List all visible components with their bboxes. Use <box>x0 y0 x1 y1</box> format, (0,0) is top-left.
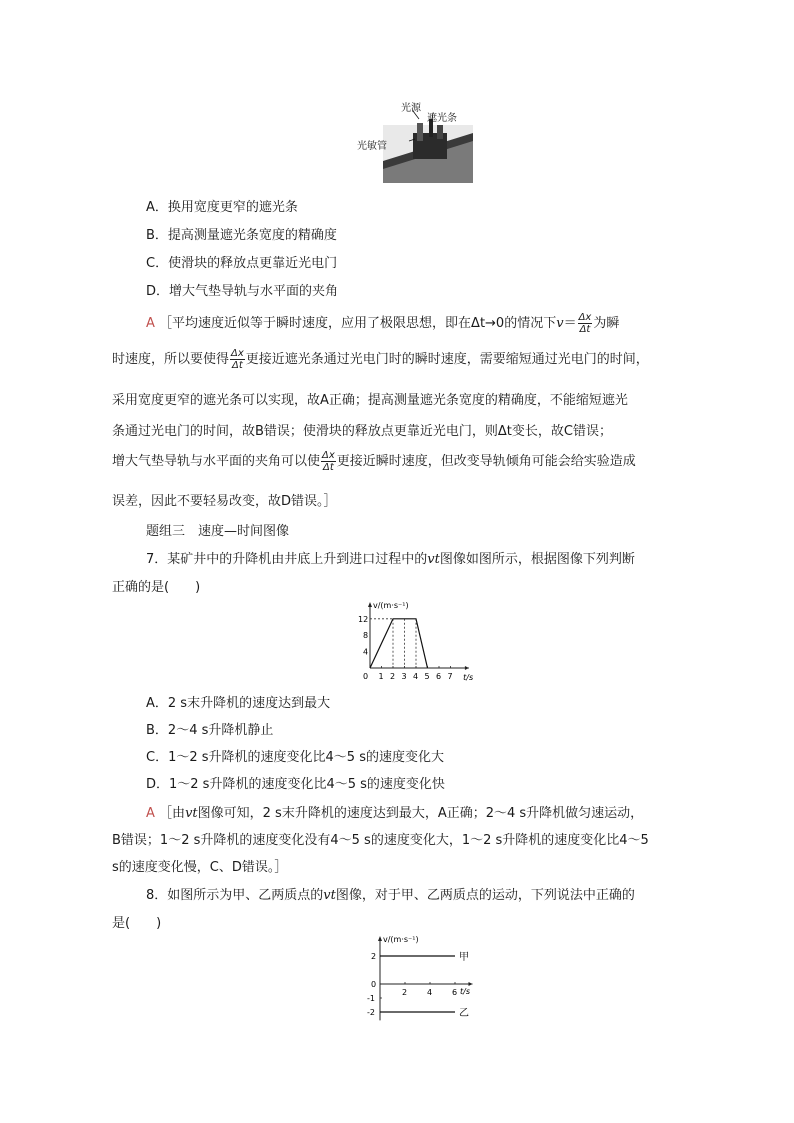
x-tick-label: 7 <box>447 672 453 681</box>
q6-explanation-line-6: 误差，因此不要轻易改变，故D错误。］ <box>112 494 337 509</box>
x-axis-label: t/s <box>460 987 470 996</box>
y-tick-label: 12 <box>358 614 369 624</box>
q7-vt-chart <box>352 598 482 682</box>
q6-option-b: B．提高测量遮光条宽度的精确度 <box>146 228 337 243</box>
q6-explanation-line-1 <box>146 312 619 335</box>
q7-stem-line-2: 正确的是( ) <box>112 580 201 595</box>
x-tick-label: 6 <box>452 988 458 997</box>
q6-explanation-line-3: 采用宽度更窄的遮光条可以实现，故A正确；提高测量遮光条宽度的精确度，不能缩短遮光 <box>112 393 628 408</box>
photogate-figure <box>355 95 475 185</box>
x-tick-label: 0 <box>371 980 377 989</box>
label-shading-strip: 遮光条 <box>427 113 457 124</box>
q7-explanation-line-1: A ［由vt图像可知，2 s末升降机的速度达到最大，A正确；2～4 s升降机做匀速运动， <box>146 806 644 821</box>
fraction: $\frac{\Delta x}{\Delta t}$ <box>578 312 592 335</box>
q7-option-d: D．1～2 s升降机的速度变化比4～5 s的速度变化快 <box>146 777 445 792</box>
q6-answer-letter: A <box>146 316 155 331</box>
x-tick-label: 3 <box>401 672 407 681</box>
series-label: 乙 <box>459 1008 469 1019</box>
x-tick-label: 2 <box>390 672 396 681</box>
q7-option-b: B．2～4 s升降机静止 <box>146 723 274 738</box>
q6-explanation-line-4: 条通过光电门的时间，故B错误；使滑块的释放点更靠近光电门，则Δt变长，故C错误； <box>112 424 612 439</box>
y-tick-label: 8 <box>363 631 369 641</box>
q7-option-a: A．2 s末升降机的速度达到最大 <box>146 696 331 711</box>
q7-option-c: C．1～2 s升降机的速度变化比4～5 s的速度变化大 <box>146 750 444 765</box>
x-axis-arrow <box>465 666 469 670</box>
q6-explanation-line-5: 增大气垫导轨与水平面的夹角可以使 $\frac{\Delta x}{\Delta t}$ 更接近瞬时速度，但改变导轨倾角可能会给实验造成 <box>112 450 636 473</box>
y-axis-label: v/(m·s⁻¹) <box>373 601 409 610</box>
y-axis-arrow <box>378 936 382 941</box>
x-tick-label: 2 <box>402 988 408 997</box>
q7-answer-letter: A <box>146 806 155 821</box>
y-tick-label: 2 <box>371 952 377 961</box>
x-tick-label: 5 <box>424 672 430 681</box>
y-axis-label: v/(m·s⁻¹) <box>383 935 419 944</box>
label-photo-tube: 光敏管 <box>357 141 387 152</box>
fraction: $\frac{\Delta x}{\Delta t}$ <box>322 450 335 473</box>
q6-exp-v: v <box>556 316 564 331</box>
q6-exp-text: ［平均速度近似等于瞬时速度，应用了极限思想，即在Δt→0的情况下 <box>159 316 557 331</box>
q7-explanation-line-2: B错误；1～2 s升降机的速度变化没有4～5 s的速度变化大，1～2 s升降机的速度变化比4～5 <box>112 833 649 848</box>
x-axis-arrow <box>469 982 473 986</box>
q7-explanation-line-3: s的速度变化慢，C、D错误。］ <box>112 860 288 875</box>
q6-option-a: A．换用宽度更窄的遮光条 <box>146 200 298 215</box>
label-light-source: 光源 <box>401 103 421 114</box>
q6-exp-text: 为瞬 <box>593 316 620 331</box>
section-title: 题组三 速度—时间图像 <box>146 524 290 539</box>
q6-explanation-line-2: 时速度，所以要使得 $\frac{\Delta x}{\Delta t}$ 更接近遮光条通过光电门时的瞬时速度，需要缩短通过光电门的时间， <box>112 348 649 371</box>
q8-stem-line-1: 8．如图所示为甲、乙两质点的vt图像，对于甲、乙两质点的运动，下列说法中正确的 <box>146 888 635 903</box>
q6-option-c: C．使滑块的释放点更靠近光电门 <box>146 256 338 271</box>
x-tick-label: 1 <box>378 672 384 681</box>
x-tick-label: 4 <box>427 988 433 997</box>
y-tick-label: 4 <box>363 647 369 657</box>
q8-stem-line-2: 是( ) <box>112 916 162 931</box>
x-tick-label: 4 <box>413 672 419 681</box>
y-tick-label: -2 <box>367 1008 375 1017</box>
x-tick-label: 6 <box>436 672 442 681</box>
q6-exp-eq: ＝ <box>563 316 577 331</box>
x-axis-label: t/s <box>463 673 474 682</box>
y-tick-label: -1 <box>367 994 375 1003</box>
q6-option-d: D．增大气垫导轨与水平面的夹角 <box>146 284 339 299</box>
x-tick-label: 0 <box>363 672 369 681</box>
fraction: $\frac{\Delta x}{\Delta t}$ <box>231 348 244 371</box>
q7-stem-line-1: 7．某矿井中的升降机由井底上升到进口过程中的vt图像如图所示，根据图像下列判断 <box>146 552 635 567</box>
y-axis-arrow <box>368 602 372 607</box>
series-label: 甲 <box>459 952 469 963</box>
q8-vt-chart <box>352 932 482 1022</box>
velocity-line <box>370 619 428 668</box>
